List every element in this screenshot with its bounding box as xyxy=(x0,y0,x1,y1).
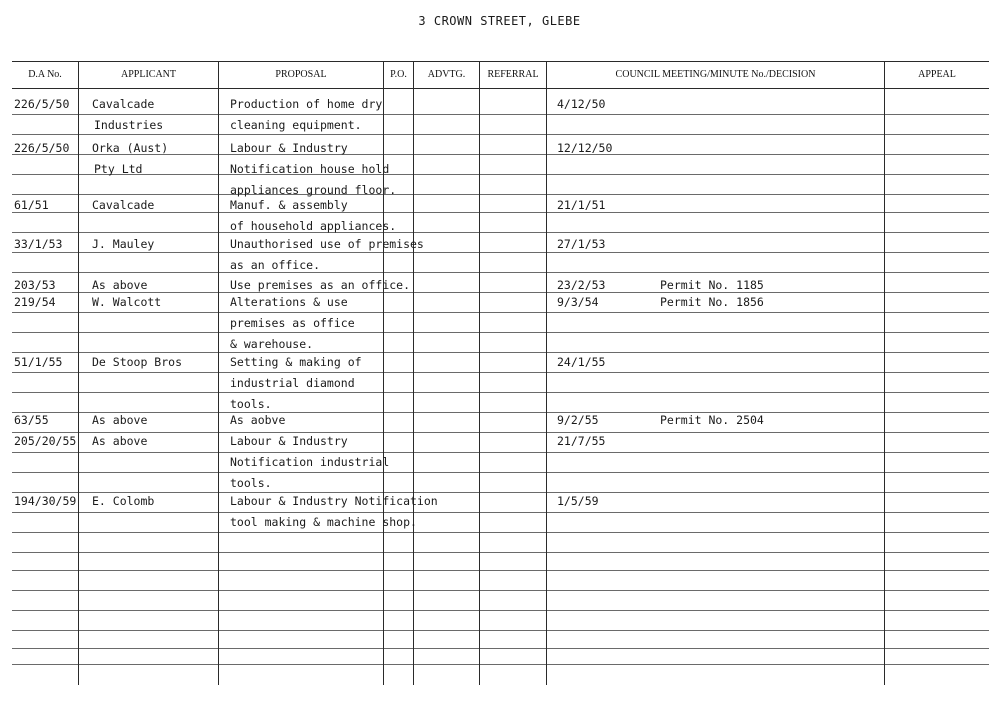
row-rule xyxy=(12,174,989,175)
da-number: 203/53 xyxy=(14,278,56,292)
header-referral: REFERRAL xyxy=(487,69,539,80)
row-rule xyxy=(12,648,989,649)
proposal-text: as an office. xyxy=(230,258,321,272)
row-rule xyxy=(12,412,989,413)
proposal-text: As aobve xyxy=(230,413,286,427)
proposal-text: Unauthorised use of premises xyxy=(230,237,424,251)
permit-number: Permit No. 1856 xyxy=(660,295,764,309)
proposal-text: Labour & Industry Notification xyxy=(230,494,438,508)
da-number: 63/55 xyxy=(14,413,49,427)
header-appeal: APPEAL xyxy=(918,69,956,80)
permit-number: Permit No. 2504 xyxy=(660,413,764,427)
proposal-text: tools. xyxy=(230,397,272,411)
proposal-text: Labour & Industry xyxy=(230,141,348,155)
proposal-text: appliances ground floor. xyxy=(230,183,397,197)
da-number: 226/5/50 xyxy=(14,97,70,111)
row-rule xyxy=(12,452,989,453)
row-rule xyxy=(12,472,989,473)
applicant-name: J. Mauley xyxy=(92,237,155,251)
da-number: 205/20/55 xyxy=(14,434,77,448)
da-number: 226/5/50 xyxy=(14,141,70,155)
column-rule xyxy=(884,61,885,685)
applicant-name: De Stoop Bros xyxy=(92,355,183,369)
proposal-text: tool making & machine shop. xyxy=(230,515,417,529)
decision-date: 21/7/55 xyxy=(557,434,606,448)
da-number: 33/1/53 xyxy=(14,237,63,251)
column-rule xyxy=(383,61,384,685)
applicant-name: Cavalcade xyxy=(92,97,155,111)
decision-date: 4/12/50 xyxy=(557,97,606,111)
header-po: P.O. xyxy=(390,69,407,80)
proposal-text: Notification house hold xyxy=(230,162,390,176)
row-rule xyxy=(12,194,989,195)
row-rule xyxy=(12,432,989,433)
row-rule xyxy=(12,392,989,393)
proposal-text: Use premises as an office. xyxy=(230,278,411,292)
row-rule xyxy=(12,492,989,493)
header-bottom-rule xyxy=(12,88,989,89)
decision-date: 9/2/55 xyxy=(557,413,599,427)
proposal-text: Notification industrial xyxy=(230,455,390,469)
row-rule xyxy=(12,114,989,115)
row-rule xyxy=(12,272,989,273)
da-number: 61/51 xyxy=(14,198,49,212)
row-rule xyxy=(12,532,989,533)
column-rule xyxy=(218,61,219,685)
decision-date: 23/2/53 xyxy=(557,278,606,292)
applicant-name: E. Colomb xyxy=(92,494,155,508)
row-rule xyxy=(12,610,989,611)
applicant-name: As above xyxy=(92,413,148,427)
decision-date: 21/1/51 xyxy=(557,198,606,212)
proposal-text: premises as office xyxy=(230,316,355,330)
row-rule xyxy=(12,232,989,233)
proposal-text: of household appliances. xyxy=(230,219,397,233)
row-rule xyxy=(12,664,989,665)
row-rule xyxy=(12,352,989,353)
header-da-no: D.A No. xyxy=(28,69,62,80)
da-number: 51/1/55 xyxy=(14,355,63,369)
row-rule xyxy=(12,252,989,253)
page-title: 3 CROWN STREET, GLEBE xyxy=(418,14,581,28)
proposal-text: cleaning equipment. xyxy=(230,118,362,132)
applicant-name: Cavalcade xyxy=(92,198,155,212)
row-rule xyxy=(12,512,989,513)
decision-date: 24/1/55 xyxy=(557,355,606,369)
da-number: 219/54 xyxy=(14,295,56,309)
proposal-text: Production of home dry xyxy=(230,97,383,111)
da-number: 194/30/59 xyxy=(14,494,77,508)
decision-date: 27/1/53 xyxy=(557,237,606,251)
row-rule xyxy=(12,570,989,571)
applicant-name: W. Walcott xyxy=(92,295,162,309)
applicant-name: As above xyxy=(92,434,148,448)
row-rule xyxy=(12,212,989,213)
row-rule xyxy=(12,552,989,553)
header-applicant: APPLICANT xyxy=(120,69,176,80)
applicant-name: Pty Ltd xyxy=(94,162,143,176)
permit-number: Permit No. 1185 xyxy=(660,278,764,292)
proposal-text: industrial diamond xyxy=(230,376,355,390)
column-rule xyxy=(78,61,79,685)
proposal-text: Manuf. & assembly xyxy=(230,198,348,212)
row-rule xyxy=(12,630,989,631)
proposal-text: Setting & making of xyxy=(230,355,362,369)
applicant-name: Industries xyxy=(94,118,164,132)
row-rule xyxy=(12,292,989,293)
column-rule xyxy=(546,61,547,685)
proposal-text: & warehouse. xyxy=(230,337,314,351)
row-rule xyxy=(12,332,989,333)
decision-date: 9/3/54 xyxy=(557,295,599,309)
header-proposal: PROPOSAL xyxy=(275,69,327,80)
applicant-name: As above xyxy=(92,278,148,292)
table-top-rule xyxy=(12,61,989,62)
row-rule xyxy=(12,134,989,135)
applicant-name: Orka (Aust) xyxy=(92,141,169,155)
proposal-text: Alterations & use xyxy=(230,295,348,309)
decision-date: 1/5/59 xyxy=(557,494,599,508)
proposal-text: tools. xyxy=(230,476,272,490)
row-rule xyxy=(12,312,989,313)
column-rule xyxy=(413,61,414,685)
column-rule xyxy=(479,61,480,685)
decision-date: 12/12/50 xyxy=(557,141,613,155)
row-rule xyxy=(12,372,989,373)
row-rule xyxy=(12,590,989,591)
header-decision: COUNCIL MEETING/MINUTE No./DECISION xyxy=(615,69,816,80)
header-advtg: ADVTG. xyxy=(427,69,466,80)
proposal-text: Labour & Industry xyxy=(230,434,348,448)
